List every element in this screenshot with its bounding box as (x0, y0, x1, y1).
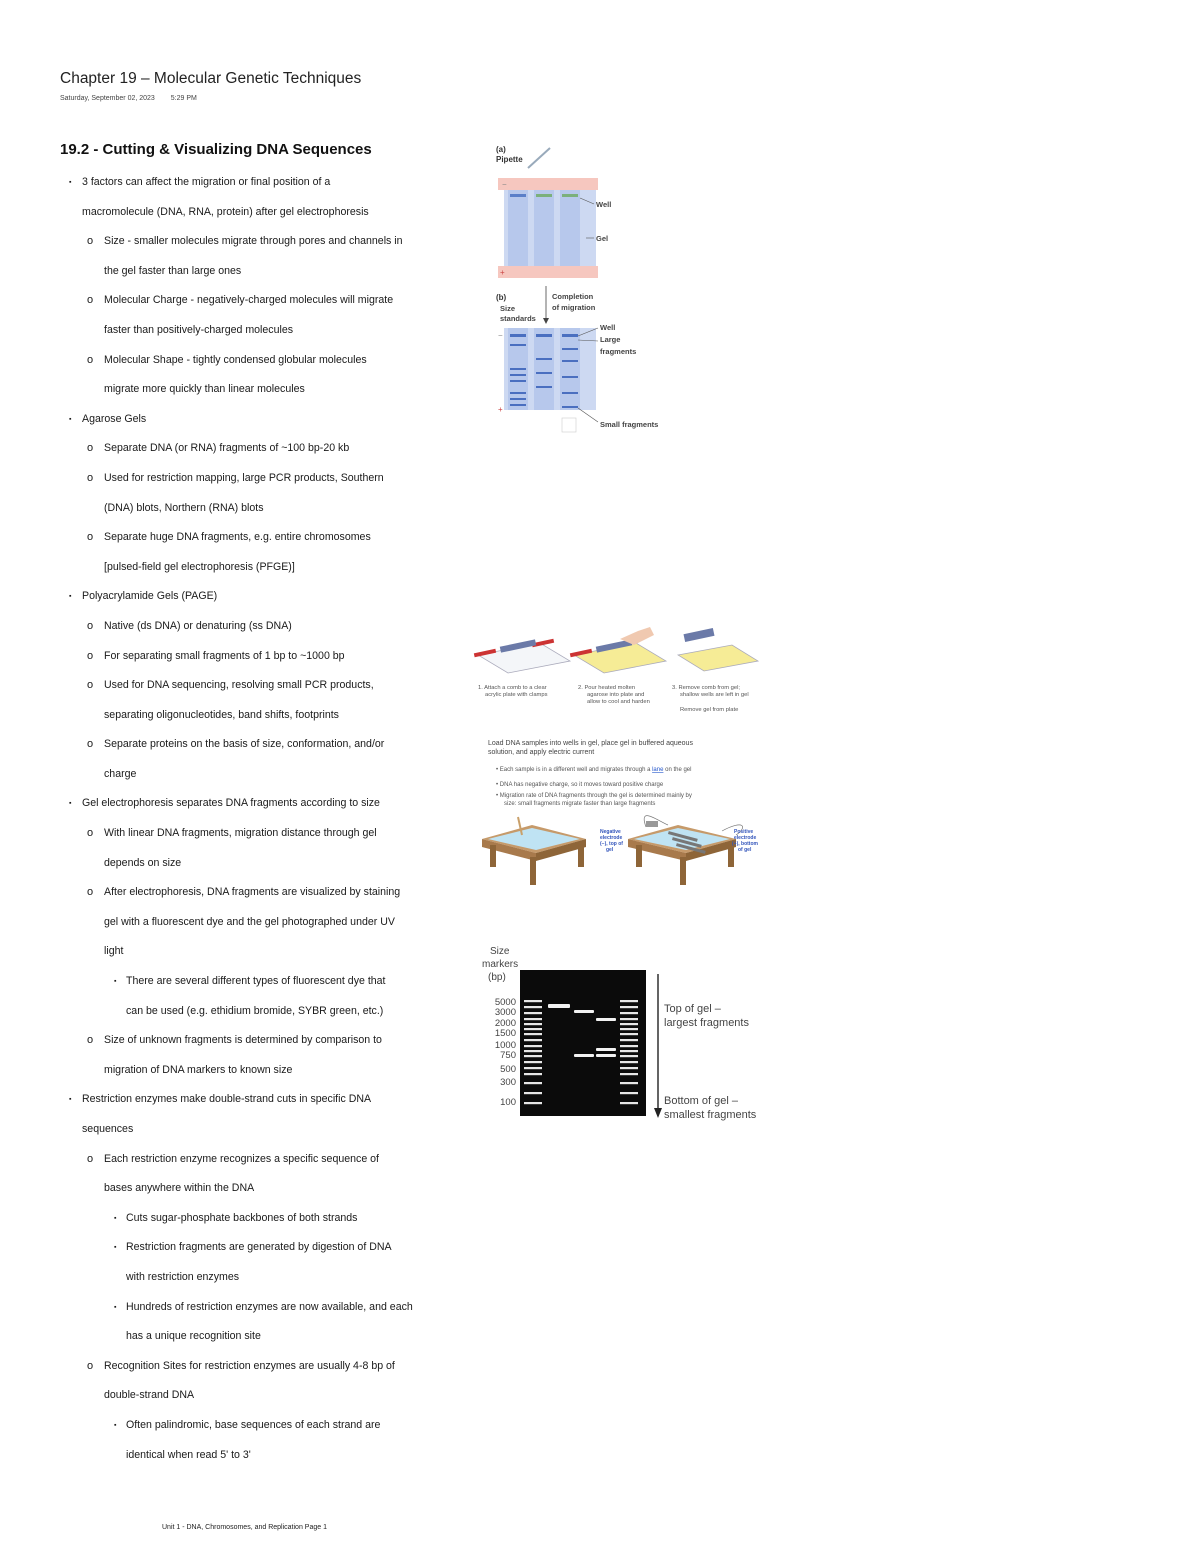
page-title: Chapter 19 – Molecular Genetic Techniques (60, 70, 362, 87)
note-text: (DNA) blots, Northern (RNA) blots (104, 501, 264, 514)
note-line (60, 1026, 460, 1056)
note-text: depends on size (104, 856, 182, 869)
loading-intro-1: Load DNA samples into wells in gel, place gel in buffered aqueous (488, 740, 693, 747)
note-line (60, 642, 460, 672)
ladder-band (524, 1050, 542, 1052)
ladder-band (620, 1092, 638, 1094)
loading-bullet-2: DNA has negative charge, so it moves toward positive charge (499, 782, 664, 788)
ladder-band (524, 1039, 542, 1041)
note-line (60, 1352, 460, 1382)
note-text: Each restriction enzyme recognizes a specific sequence of (104, 1152, 379, 1165)
bullet-marker: o (87, 1359, 94, 1372)
note-text: faster than positively-charged molecules (104, 323, 294, 336)
gel-photo-figure (478, 942, 778, 1126)
bullet-marker: o (87, 619, 94, 632)
note-text: Polyacrylamide Gels (PAGE) (82, 590, 218, 603)
ladder-band (524, 1028, 542, 1030)
note-line (60, 553, 460, 583)
page-date (60, 95, 211, 102)
lane-a-2 (534, 190, 554, 268)
note-text: With linear DNA fragments, migration distance through gel (104, 827, 377, 840)
step1-line1: 1. Attach a comb to a clear (478, 685, 547, 691)
note-line (60, 464, 460, 494)
note-line (60, 257, 460, 287)
bullet-marker: ▪ (69, 179, 72, 186)
step3-line2: shallow wells are left in gel (680, 692, 749, 698)
note-line (60, 789, 460, 819)
note-line (60, 1381, 460, 1411)
bullet-marker: o (87, 1034, 94, 1047)
note-text: migrate more quickly than linear molecules (104, 383, 305, 396)
step3-line3: Remove gel from plate (680, 707, 739, 713)
ladder-band (620, 1028, 638, 1030)
note-line (60, 1233, 460, 1263)
standards-label: standards (500, 314, 536, 323)
note-text: Molecular Shape - tightly condensed globular molecules (104, 353, 367, 366)
size-markers-title-3: (bp) (488, 972, 506, 983)
note-line (60, 1174, 460, 1204)
ladder-band (620, 1006, 638, 1008)
note-line (60, 168, 460, 198)
marker-size-label: 100 (500, 1097, 516, 1108)
note-text: There are several different types of fluorescent dye that (126, 975, 386, 988)
bullet-marker: ▪ (69, 1096, 72, 1104)
size-label: Size (500, 304, 516, 313)
note-text: has a unique recognition site (126, 1330, 261, 1343)
ladder-band (620, 1102, 638, 1104)
ladder-band (524, 1006, 542, 1008)
ladder-band (524, 1012, 542, 1014)
note-line (60, 878, 460, 908)
ladder-band (620, 1045, 638, 1047)
note-line (60, 730, 460, 760)
note-line (60, 1056, 460, 1086)
note-line (60, 316, 460, 346)
ladder-band (524, 1000, 542, 1002)
note-text: After electrophoresis, DNA fragments are visualized by staining (104, 886, 401, 899)
electrode-bottom (498, 266, 598, 278)
note-line (60, 908, 460, 938)
marker-size-label: 500 (500, 1064, 516, 1075)
gel-label: Gel (596, 234, 609, 243)
note-line (60, 937, 460, 967)
note-text: Hundreds of restriction enzymes are now available, and each (126, 1300, 413, 1313)
note-text: light (104, 945, 124, 958)
bullet-marker: ▪ (114, 1214, 117, 1222)
marker-size-labels (495, 997, 516, 1108)
note-line (60, 1411, 460, 1441)
note-text: Gel electrophoresis separates DNA fragments according to size (82, 797, 380, 810)
ladder-band (524, 1073, 542, 1075)
minus-sign-b: − (498, 331, 503, 340)
gel-loading-figure (478, 735, 778, 895)
ladder-band (620, 1067, 638, 1069)
ladder-band (620, 1012, 638, 1014)
pipette-label: Pipette (496, 155, 523, 164)
note-line (60, 967, 460, 997)
ladder-band (524, 1092, 542, 1094)
negative-electrode-4: gel (606, 847, 614, 853)
ladder-band (524, 1067, 542, 1069)
note-text: Separate proteins on the basis of size, conformation, and/or (104, 738, 385, 751)
bullet-marker: o (87, 294, 94, 307)
ladder-band (620, 1018, 638, 1020)
note-text: with restriction enzymes (126, 1270, 240, 1283)
step3-line1: 3. Remove comb from gel; (672, 685, 740, 691)
note-text: Often palindromic, base sequences of each strand are (126, 1418, 381, 1431)
positive-electrode-2: electrode (734, 835, 757, 841)
size-markers-title-1: Size (490, 946, 510, 957)
marker-size-label: 3000 (494, 1007, 516, 1018)
lane-link[interactable]: lane (652, 767, 664, 773)
note-text: Molecular Charge - negatively-charged molecules will migrate (104, 294, 394, 307)
ladder-band (524, 1082, 542, 1084)
marker-size-label: 5000 (494, 997, 516, 1008)
ladder-band (524, 1102, 542, 1104)
note-line (60, 405, 460, 435)
note-text: Agarose Gels (82, 412, 147, 425)
note-line (60, 760, 460, 790)
negative-electrode-3: (−), top of (600, 841, 623, 847)
size-markers-title-2: markers (482, 959, 519, 970)
top-of-gel-1: Top of gel – (664, 1003, 721, 1015)
note-line (60, 286, 460, 316)
ladder-band (620, 1050, 638, 1052)
of-migration-label: of migration (552, 303, 596, 312)
marker-size-label: 1500 (494, 1028, 516, 1039)
note-line (60, 1085, 460, 1115)
bullet-marker: o (87, 235, 94, 248)
notes-list (60, 168, 460, 1470)
note-text: Size of unknown fragments is determined by comparison to (104, 1034, 382, 1047)
ladder-band (620, 1000, 638, 1002)
fragments-label: fragments (600, 347, 637, 356)
ladder-band (620, 1033, 638, 1035)
note-text: Separate DNA (or RNA) fragments of ~100 bp-20 kb (104, 442, 350, 455)
well-sample-1 (510, 194, 526, 197)
completion-label: Completion (552, 292, 594, 301)
note-line (60, 1441, 460, 1471)
bullet-marker: o (87, 827, 94, 840)
bullet-marker: o (87, 353, 94, 366)
page-footer: Unit 1 - DNA, Chromosomes, and Replication Page 1 (162, 1524, 327, 1531)
ladder-band (524, 1055, 542, 1057)
bottom-of-gel-2: smallest fragments (664, 1109, 757, 1121)
loading-intro-2: solution, and apply electric current (488, 749, 595, 756)
step2-line3: allow to cool and harden (587, 699, 650, 705)
lane-a-1 (508, 190, 528, 268)
marker-size-label: 1000 (494, 1040, 516, 1051)
bottom-of-gel-1: Bottom of gel – (664, 1095, 738, 1107)
note-line (60, 375, 460, 405)
note-line (60, 582, 460, 612)
note-text: Used for restriction mapping, large PCR products, Southern (104, 471, 384, 484)
electrode-top (498, 178, 598, 190)
ladder-band (524, 1023, 542, 1025)
note-line (60, 1322, 460, 1352)
marker-size-label: 300 (500, 1077, 516, 1088)
well-sample-2 (536, 194, 552, 197)
ladder-band (620, 1023, 638, 1025)
note-line (60, 1204, 460, 1234)
bullet-marker: o (87, 738, 94, 751)
note-line (60, 849, 460, 879)
section-heading: 19.2 - Cutting & Visualizing DNA Sequences (60, 141, 372, 158)
svg-text:• Migration rate of DNA fragme: • Migration rate of DNA fragments through the gel is determined mainly by (496, 793, 692, 799)
minus-sign-a: − (502, 180, 507, 189)
bullet-marker: ▪ (69, 800, 72, 808)
note-text: Size - smaller molecules migrate through pores and channels in (104, 235, 403, 248)
step1-line2: acrylic plate with clamps (485, 692, 548, 698)
panel-a-label: (a) (496, 145, 506, 154)
plate-3 (678, 645, 758, 671)
large-label: Large (600, 335, 621, 344)
plus-sign-a: + (500, 268, 505, 277)
note-text: Native (ds DNA) or denaturing (ss DNA) (104, 619, 292, 632)
note-text: Separate huge DNA fragments, e.g. entire chromosomes (104, 531, 371, 544)
ladder-band (524, 1018, 542, 1020)
bullet-marker: o (87, 649, 94, 662)
ladder-band (620, 1061, 638, 1063)
ladder-band (524, 1045, 542, 1047)
note-line (60, 494, 460, 524)
note-line (60, 1263, 460, 1293)
comb-3 (683, 628, 714, 642)
note-text: sequences (82, 1123, 134, 1135)
note-text: separating oligonucleotides, band shifts, footprints (104, 708, 339, 721)
note-line (60, 612, 460, 642)
note-text: Cuts sugar-phosphate backbones of both strands (126, 1211, 358, 1224)
note-text: Restriction enzymes make double-strand cuts in specific DNA (82, 1093, 372, 1106)
note-text: gel with a fluorescent dye and the gel photographed under UV (104, 915, 395, 928)
plus-sign-b: + (498, 405, 503, 414)
step2-line1: 2. Pour heated molten (578, 685, 636, 691)
small-fragments-label: Small fragments (600, 420, 659, 429)
loading-bullet-3b: size: small fragments migrate faster than large fragments (504, 801, 656, 807)
note-line (60, 346, 460, 376)
loading-bullet-1: Each sample is in a different well and migrates through a (499, 767, 653, 773)
step2-line2: agarose into plate and (587, 692, 645, 698)
bullet-marker: o (87, 1152, 94, 1165)
positive-electrode-4: of gel (738, 847, 752, 853)
bullet-marker: ▪ (114, 1421, 117, 1429)
migration-arrow (654, 1108, 662, 1118)
bullet-marker: o (87, 886, 94, 899)
note-line (60, 997, 460, 1027)
note-line (60, 523, 460, 553)
lane-a-3 (560, 190, 580, 268)
note-text: can be used (e.g. ethidium bromide, SYBR green, etc.) (126, 1004, 384, 1017)
svg-text:• Each sample is in a differen: • Each sample is in a different well and migrates through a lane on the gel (496, 767, 692, 773)
bullet-marker: ▪ (114, 1244, 117, 1252)
positive-electrode-3: (+), bottom (732, 841, 758, 847)
gel-casting-figure (470, 625, 770, 720)
positive-electrode-1: Positive (734, 829, 754, 835)
note-line (60, 227, 460, 257)
note-line (60, 198, 460, 228)
ladder-band (620, 1073, 638, 1075)
bullet-marker: o (87, 442, 94, 455)
bullet-marker: o (87, 531, 94, 544)
pipette-icon (528, 148, 550, 168)
note-text: [pulsed-field gel electrophoresis (PFGE)] (104, 560, 295, 573)
well-sample-3 (562, 194, 578, 197)
marker-size-label: 750 (500, 1050, 516, 1061)
note-line (60, 1115, 460, 1145)
bullet-marker: ▪ (69, 415, 72, 423)
svg-text:• DNA has negative charge, so: • DNA has negative charge, so it moves toward positive charge (496, 782, 664, 788)
note-line (60, 434, 460, 464)
ladder-band (620, 1039, 638, 1041)
power-supply-icon (646, 821, 658, 827)
note-line (60, 1293, 460, 1323)
note-text: migration of DNA markers to known size (104, 1063, 293, 1076)
note-text: 3 factors can affect the migration or final position of a (82, 176, 331, 188)
note-text: macromolecule (DNA, RNA, protein) after gel electrophoresis (82, 205, 369, 218)
ladder-band (524, 1033, 542, 1035)
bullet-marker: ▪ (114, 1303, 117, 1311)
note-text: double-strand DNA (104, 1389, 195, 1402)
note-text: Recognition Sites for restriction enzymes are usually 4-8 bp of (104, 1359, 395, 1372)
note-text: Restriction fragments are generated by digestion of DNA (126, 1241, 392, 1254)
well-label-b: Well (600, 323, 616, 332)
note-text: bases anywhere within the DNA (104, 1182, 255, 1195)
note-line (60, 701, 460, 731)
negative-electrode-1: Negative (600, 829, 621, 835)
loading-bullet-3a: Migration rate of DNA fragments through the gel is determined mainly by (499, 793, 692, 799)
gel-diagram-figure (490, 140, 690, 440)
bullet-marker: ▪ (114, 978, 117, 986)
panel-b-label: (b) (496, 293, 507, 302)
note-line (60, 671, 460, 701)
note-line (60, 819, 460, 849)
note-text: For separating small fragments of 1 bp to ~1000 bp (104, 649, 345, 662)
bullet-marker: o (87, 471, 94, 484)
top-of-gel-2: largest fragments (664, 1017, 749, 1029)
ladder-band (620, 1082, 638, 1084)
bullet-marker: o (87, 679, 94, 692)
note-text: the gel faster than large ones (104, 264, 242, 277)
note-text: charge (104, 767, 137, 780)
ladder-band (620, 1055, 638, 1057)
time-text: 5:29 PM (170, 95, 197, 102)
date-text: Saturday, September 02, 2023 (60, 95, 155, 102)
note-text: identical when read 5' to 3' (126, 1448, 251, 1461)
note-text: Used for DNA sequencing, resolving small PCR products, (104, 679, 374, 692)
note-line (60, 1145, 460, 1175)
negative-electrode-2: electrode (600, 835, 623, 841)
marker-size-label: 2000 (494, 1018, 516, 1029)
well-label: Well (596, 200, 612, 209)
bullet-marker: ▪ (69, 593, 72, 601)
ladder-band (524, 1061, 542, 1063)
